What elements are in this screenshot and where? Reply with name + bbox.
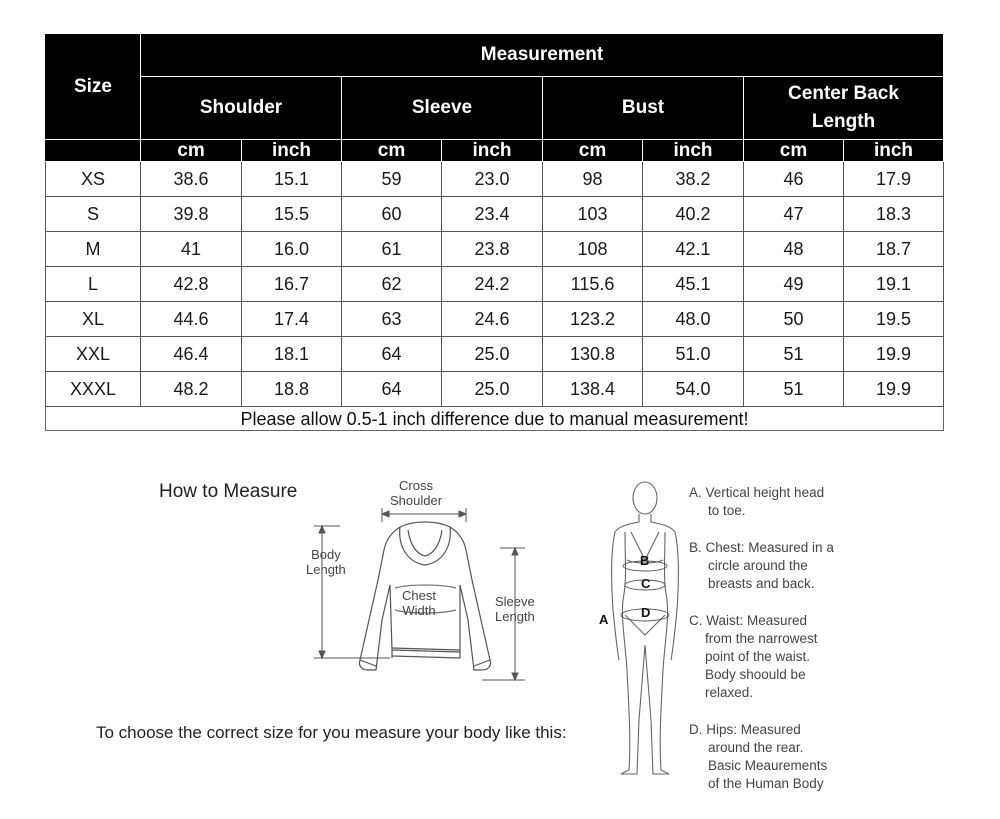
unit-header: inch xyxy=(442,140,543,162)
measurement-cell: 48 xyxy=(744,232,844,267)
unit-header: cm xyxy=(141,140,242,162)
description-d-line: Basic Meaurements xyxy=(708,758,828,773)
measurement-cell: 46 xyxy=(744,162,844,197)
size-cell: S xyxy=(46,197,141,232)
measurement-cell: 51 xyxy=(744,337,844,372)
group-header-bust: Bust xyxy=(543,77,744,140)
measurement-cell: 19.9 xyxy=(844,372,944,407)
body-length-label: Length xyxy=(306,562,346,577)
measurement-cell: 48.2 xyxy=(141,372,242,407)
size-cell: XS xyxy=(46,162,141,197)
measurement-cell: 23.0 xyxy=(442,162,543,197)
measurement-cell: 42.8 xyxy=(141,267,242,302)
body-length-label: Body xyxy=(311,547,341,562)
table-row xyxy=(46,372,944,407)
description-d xyxy=(689,721,827,793)
size-cell: XXL xyxy=(46,337,141,372)
measurement-cell: 19.5 xyxy=(844,302,944,337)
table-row xyxy=(46,302,944,337)
measurement-cell: 49 xyxy=(744,267,844,302)
measurement-cell: 38.6 xyxy=(141,162,242,197)
marker-b: B xyxy=(640,553,650,568)
chest-width-label: Chest xyxy=(402,588,436,603)
measurement-cell: 130.8 xyxy=(543,337,643,372)
unit-header: cm xyxy=(744,140,844,162)
measurement-cell: 18.7 xyxy=(844,232,944,267)
size-cell: M xyxy=(46,232,141,267)
measurement-cell: 19.1 xyxy=(844,267,944,302)
unit-spacer xyxy=(46,140,141,162)
description-c-line: Body shoould be xyxy=(705,667,806,682)
description-d-line: D. Hips: Measured xyxy=(689,722,801,737)
unit-header: inch xyxy=(844,140,944,162)
description-c-line: point of the waist. xyxy=(705,649,811,664)
measurement-cell: 39.8 xyxy=(141,197,242,232)
measurement-cell: 45.1 xyxy=(643,267,744,302)
measurement-cell: 23.4 xyxy=(442,197,543,232)
measurement-cell: 50 xyxy=(744,302,844,337)
group-header-sleeve: Sleeve xyxy=(342,77,543,140)
measurement-cell: 16.7 xyxy=(242,267,342,302)
description-a xyxy=(689,484,824,520)
measurement-cell: 59 xyxy=(342,162,442,197)
measurement-cell: 103 xyxy=(543,197,643,232)
unit-header: inch xyxy=(242,140,342,162)
description-d-line: around the rear. xyxy=(708,740,804,755)
measurement-cell: 46.4 xyxy=(141,337,242,372)
measurement-cell: 54.0 xyxy=(643,372,744,407)
size-chart-table xyxy=(45,33,944,431)
measurement-cell: 63 xyxy=(342,302,442,337)
measurement-cell: 16.0 xyxy=(242,232,342,267)
description-a-line: A. Vertical height head xyxy=(689,485,825,500)
measurement-cell: 15.1 xyxy=(242,162,342,197)
description-a-line: to toe. xyxy=(708,503,746,518)
description-c-line: relaxed. xyxy=(705,685,754,700)
measurement-cell: 42.1 xyxy=(643,232,744,267)
measurement-cell: 60 xyxy=(342,197,442,232)
measurement-cell: 51 xyxy=(744,372,844,407)
measurement-cell: 48.0 xyxy=(643,302,744,337)
measurement-header: Measurement xyxy=(141,34,944,77)
measurement-note: Please allow 0.5-1 inch difference due to manual measurement! xyxy=(46,407,944,431)
measurement-cell: 41 xyxy=(141,232,242,267)
size-header: Size xyxy=(46,34,141,140)
measurement-cell: 17.9 xyxy=(844,162,944,197)
unit-header: inch xyxy=(643,140,744,162)
description-b-line: breasts and back. xyxy=(708,576,815,591)
measurement-cell: 24.2 xyxy=(442,267,543,302)
unit-header: cm xyxy=(342,140,442,162)
measurement-cell: 115.6 xyxy=(543,267,643,302)
description-c xyxy=(689,612,818,702)
measurement-cell: 61 xyxy=(342,232,442,267)
description-b-line: circle around the xyxy=(708,558,808,573)
description-c-line: from the narrowest xyxy=(705,631,818,646)
measurement-cell: 138.4 xyxy=(543,372,643,407)
measurement-cell: 18.3 xyxy=(844,197,944,232)
measurement-cell: 25.0 xyxy=(442,337,543,372)
body-measure-figure xyxy=(595,470,685,785)
measurement-cell: 98 xyxy=(543,162,643,197)
measurement-cell: 17.4 xyxy=(242,302,342,337)
table-row xyxy=(46,232,944,267)
unit-header: cm xyxy=(543,140,643,162)
description-b-line: B. Chest: Measured in a xyxy=(689,540,834,555)
size-cell: L xyxy=(46,267,141,302)
description-d-line: of the Human Body xyxy=(708,776,824,791)
description-c-line: C. Waist: Measured xyxy=(689,613,808,628)
marker-c: C xyxy=(641,576,651,591)
table-row xyxy=(46,267,944,302)
marker-a: A xyxy=(599,612,609,627)
measurement-cell: 19.9 xyxy=(844,337,944,372)
measurement-cell: 25.0 xyxy=(442,372,543,407)
measurement-cell: 47 xyxy=(744,197,844,232)
measurement-cell: 108 xyxy=(543,232,643,267)
group-header-shoulder: Shoulder xyxy=(141,77,342,140)
measurement-cell: 40.2 xyxy=(643,197,744,232)
cross-shoulder-label: Cross xyxy=(399,478,433,493)
sleeve-length-label: Sleeve xyxy=(495,594,535,609)
how-to-measure-title: How to Measure xyxy=(159,481,298,502)
human-body-outline-icon xyxy=(595,470,685,785)
description-b xyxy=(689,539,834,593)
size-cell: XXXL xyxy=(46,372,141,407)
table-row xyxy=(46,162,944,197)
size-chart-body xyxy=(46,162,944,407)
garment-measure-diagram xyxy=(300,470,560,700)
table-row xyxy=(46,197,944,232)
group-header-center-back-length: Center Back Length xyxy=(744,77,944,140)
sleeve-length-label: Length xyxy=(495,609,535,624)
measurement-cell: 44.6 xyxy=(141,302,242,337)
measurement-cell: 51.0 xyxy=(643,337,744,372)
measurement-cell: 23.8 xyxy=(442,232,543,267)
measurement-cell: 24.6 xyxy=(442,302,543,337)
measurement-cell: 64 xyxy=(342,337,442,372)
chest-width-label: Width xyxy=(402,603,436,618)
choose-size-instruction: To choose the correct size for you measure your body like this: xyxy=(96,723,567,742)
measurement-cell: 18.1 xyxy=(242,337,342,372)
measurement-cell: 123.2 xyxy=(543,302,643,337)
size-cell: XL xyxy=(46,302,141,337)
measurement-cell: 64 xyxy=(342,372,442,407)
marker-d: D xyxy=(641,605,651,620)
measurement-cell: 38.2 xyxy=(643,162,744,197)
table-row xyxy=(46,337,944,372)
measurement-cell: 62 xyxy=(342,267,442,302)
cross-shoulder-label: Shoulder xyxy=(390,493,443,508)
measurement-cell: 18.8 xyxy=(242,372,342,407)
measurement-cell: 15.5 xyxy=(242,197,342,232)
